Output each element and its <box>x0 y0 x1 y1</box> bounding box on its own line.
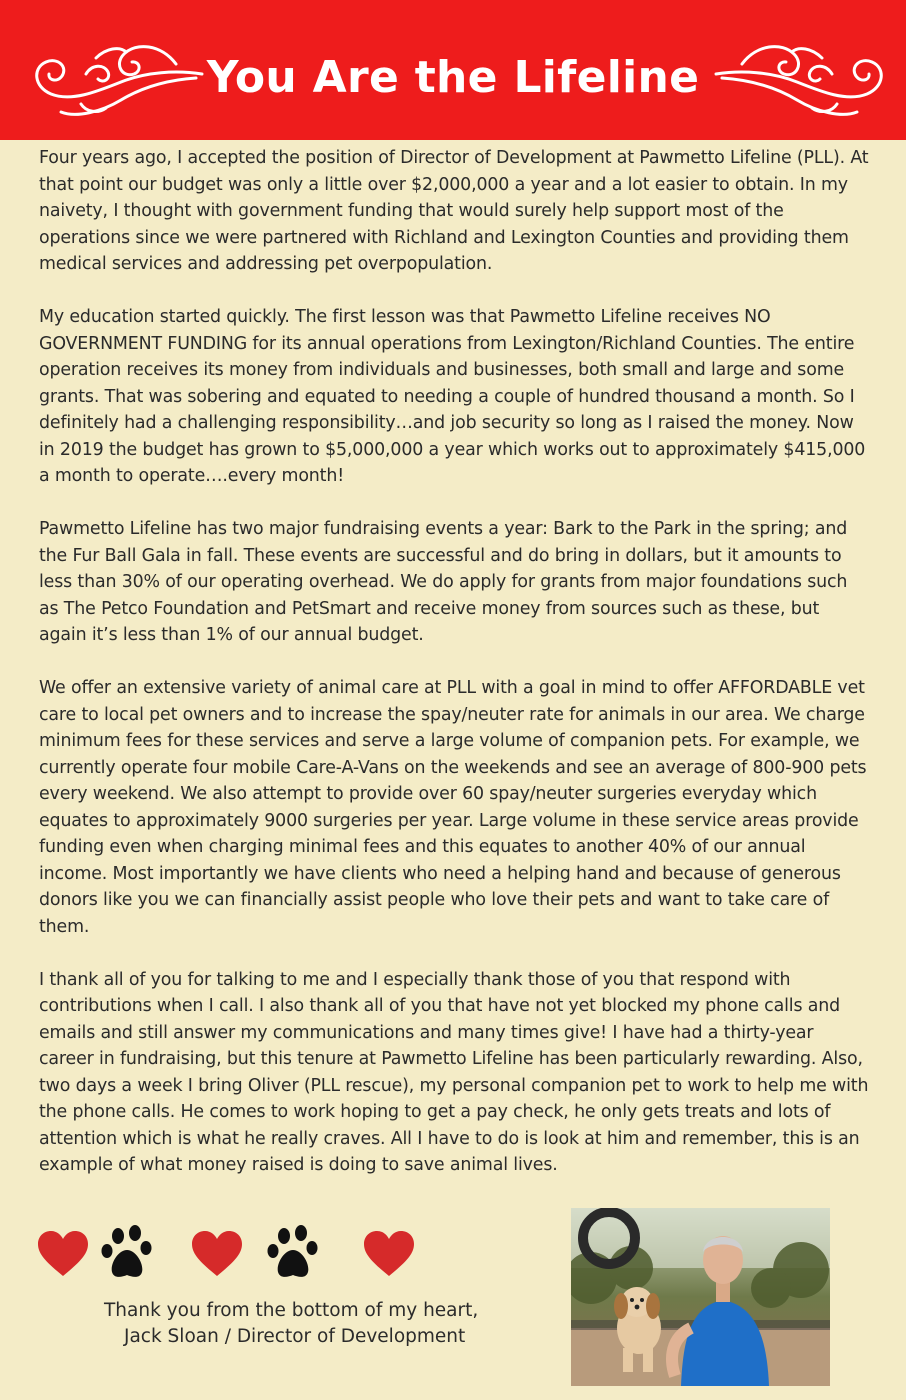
paragraph: Four years ago, I accepted the position of Director of Development at Pawmetto Lifeline (PLL). At that point our budget was only a little over $2,000,000 a year and a lot easier to obtain. In my naivety, I thought with government funding that would surely help support most of the operations since we were partnered with Richland and Lexington Counties and providing them medical services and addressing pet overpopulation. <box>39 148 869 274</box>
decorative-icon-row <box>36 1230 426 1294</box>
letter-body <box>39 145 869 1179</box>
photo-man-with-dog <box>571 1208 830 1386</box>
header-banner <box>0 0 906 140</box>
signoff-line: Thank you from the bottom of my heart, <box>104 1300 479 1321</box>
heart-icon <box>36 1230 90 1278</box>
page-title: You Are the Lifeline <box>206 52 700 103</box>
signoff <box>104 1298 534 1350</box>
heart-icon <box>190 1230 244 1278</box>
paw-icon <box>100 1224 160 1284</box>
paragraph: Pawmetto Lifeline has two major fundraising events a year: Bark to the Park in the spring; and the Fur Ball Gala in fall. These events are successful and do bring in dollars, but it amounts to less than 30% of our operating overhead. We do apply for grants from major foundations such as The Petco Foundation and PetSmart and receive money from sources such as these, but again it’s less than 1% of our annual budget. <box>39 519 848 645</box>
paw-icon <box>266 1224 326 1284</box>
photo-illustration <box>571 1208 830 1386</box>
signature-line: Jack Sloan / Director of Development <box>124 1326 466 1347</box>
paragraph: My education started quickly. The first lesson was that Pawmetto Lifeline receives NO GOVERNMENT FUNDING for its annual operations from Lexington/Richland Counties. The entire operation receives its money from individuals and businesses, both small and large and some grants. That was sobering and equated to needing a couple of hundred thousand a month. So I definitely had a challenging responsibility…and job security so long as I raised the money. Now in 2019 the budget has grown to $5,000,000 a year which works out to approximately $415,000 a month to operate….every month! <box>39 307 866 486</box>
heart-icon <box>362 1230 416 1278</box>
swirl-ornament-right-icon <box>712 34 892 120</box>
paragraph: I thank all of you for talking to me and I especially thank those of you that respond with contributions when I call. I also thank all of you that have not yet blocked my phone calls and emails and still answer my communications and many times give! I have had a thirty-year career in fundraising, but this tenure at Pawmetto Lifeline has been particularly rewarding. Also, two days a week I bring Oliver (PLL rescue), my personal companion pet to work to help me with the phone calls. He comes to work hoping to get a pay check, he only gets treats and lots of attention which is what he really craves. All I have to do is look at him and remember, this is an example of what money raised is doing to save animal lives. <box>39 969 869 1175</box>
paragraph: We offer an extensive variety of animal care at PLL with a goal in mind to offer AFFORDABLE vet care to local pet owners and to increase the spay/neuter rate for animals in our area. We charge minimum fees for these services and serve a large volume of companion pets. For example, we currently operate four mobile Care-A-Vans on the weekends and see an average of 800-900 pets every weekend. We also attempt to provide over 60 spay/neuter surgeries everyday which equates to approximately 9000 surgeries per year. Large volume in these service areas provide funding even when charging minimal fees and this equates to another 40% of our annual income. Most importantly we have clients who need a helping hand and because of generous donors like you we can financially assist people who love their pets and want to take care of them. <box>39 678 867 937</box>
